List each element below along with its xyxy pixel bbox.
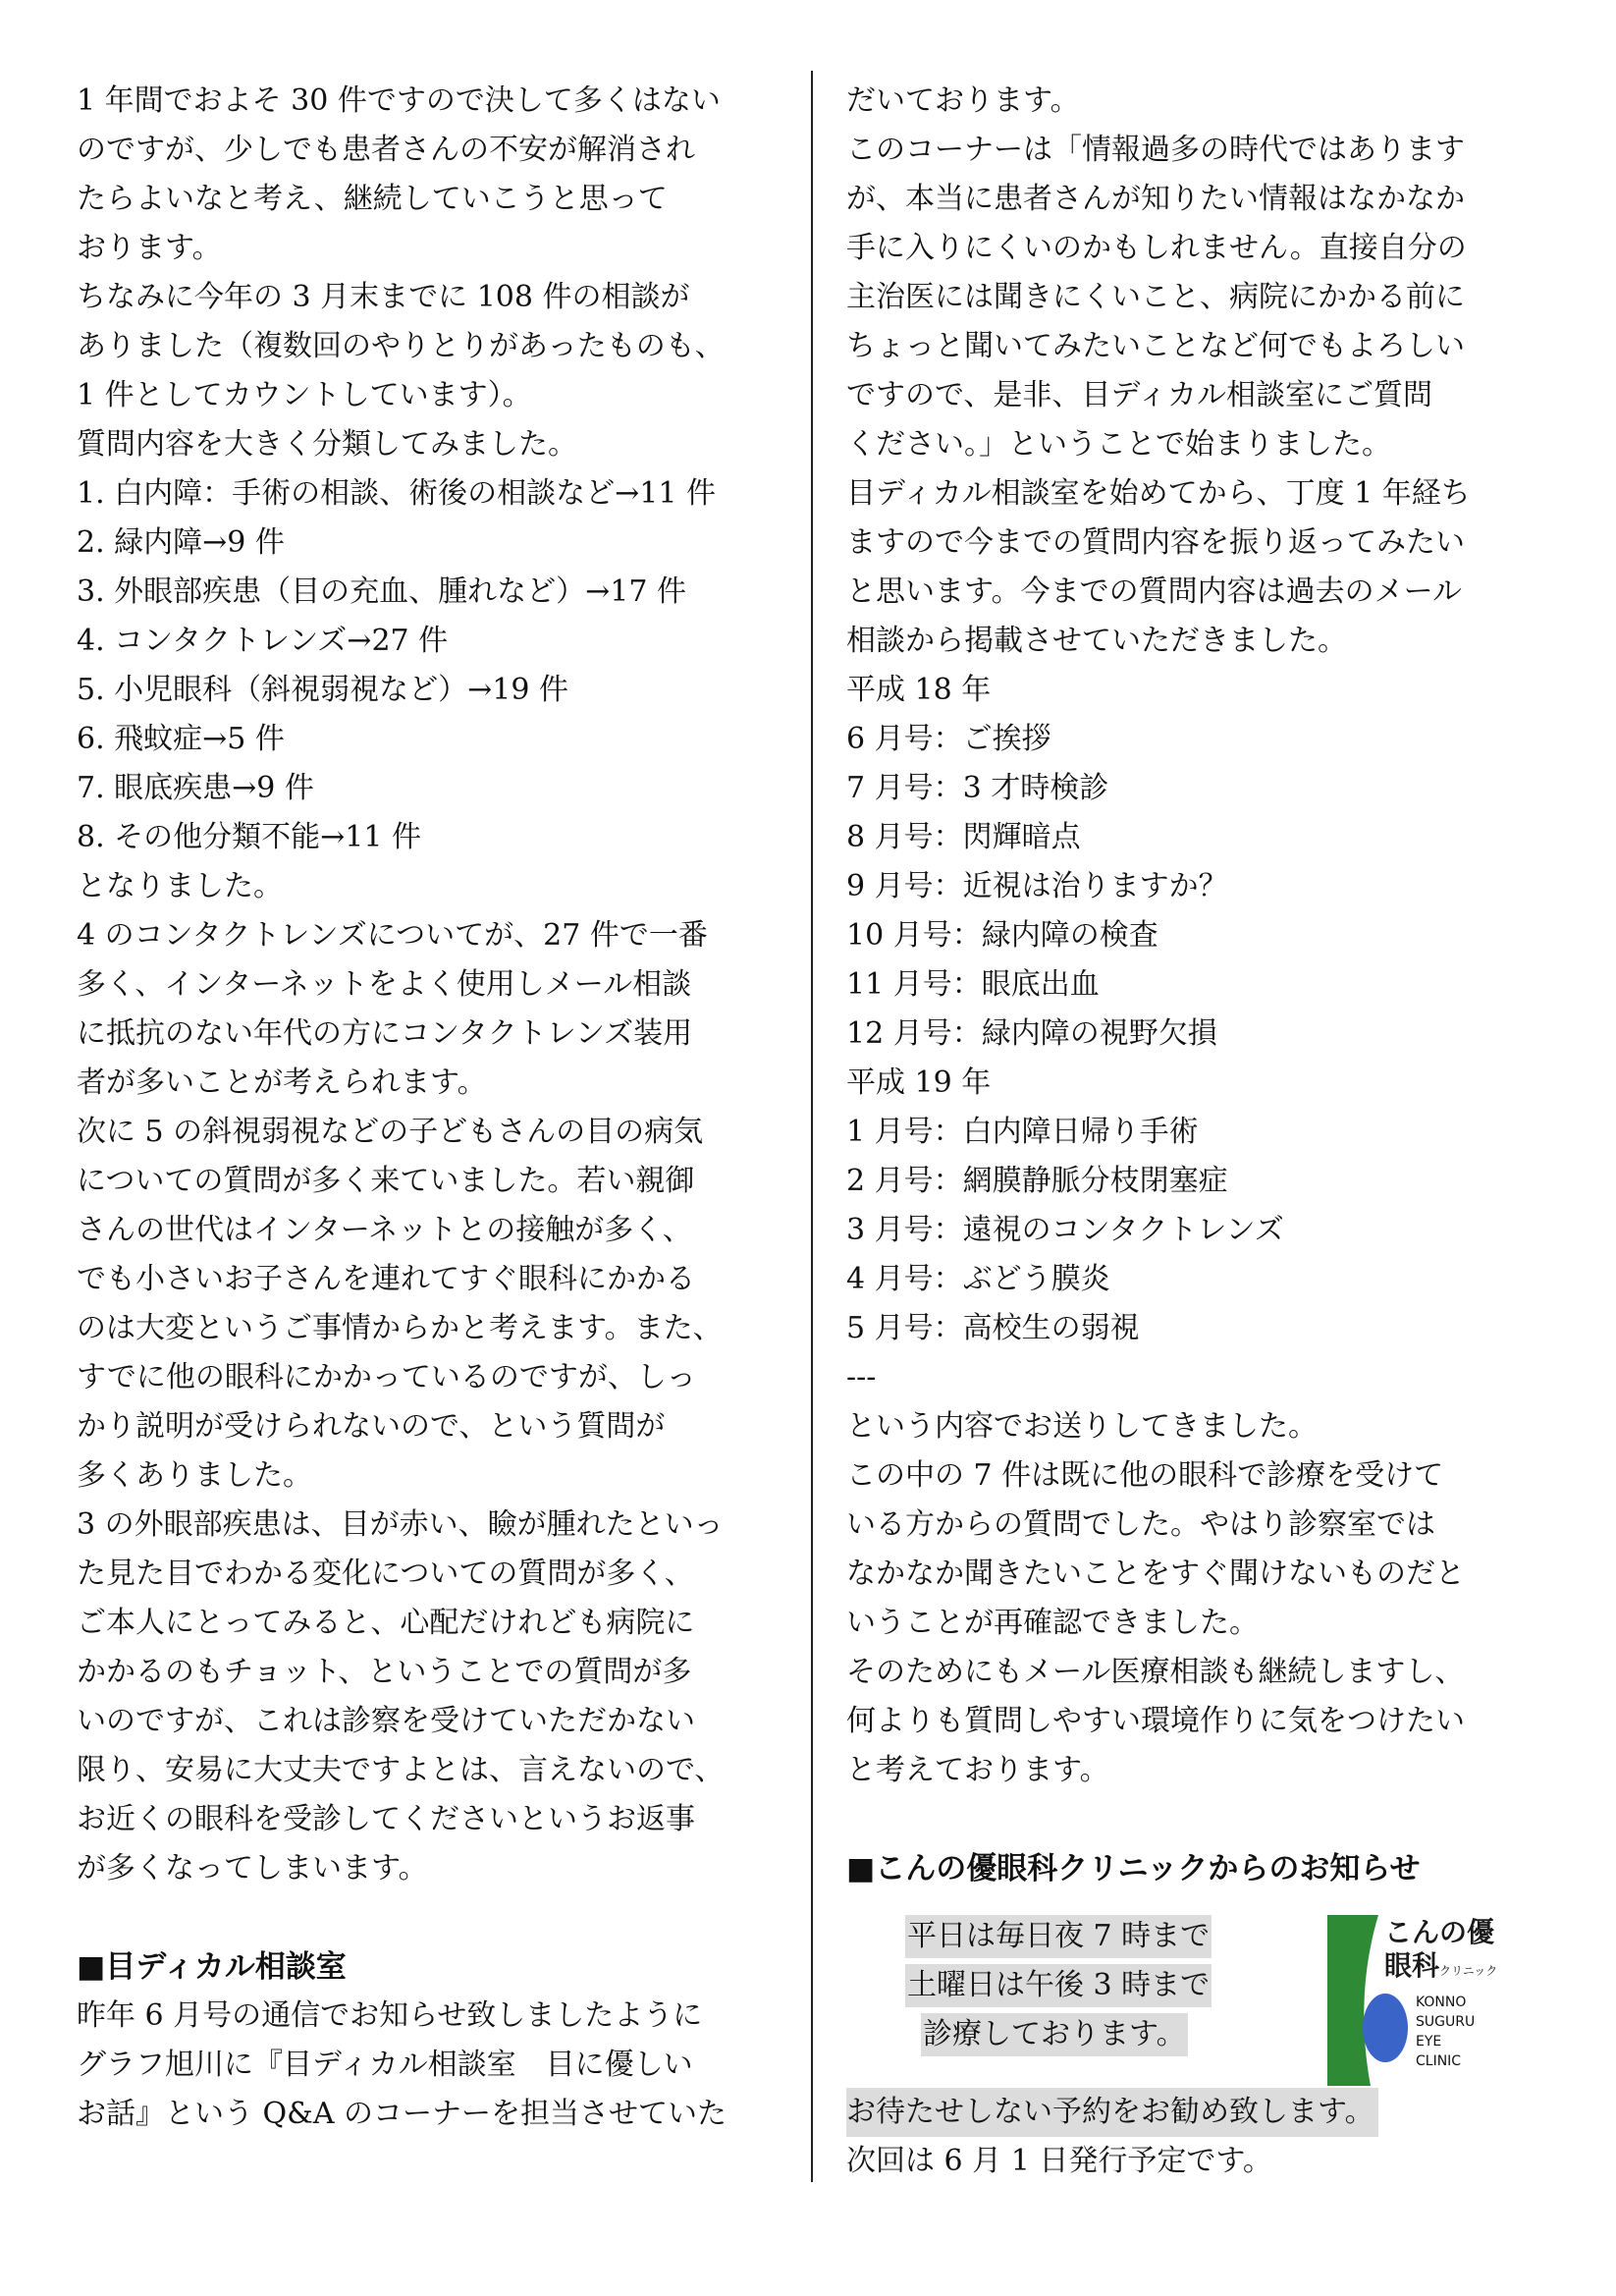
- right-body-text: [846, 77, 1553, 1795]
- list-item: 4. コンタクトレンズ→27 件: [77, 624, 449, 658]
- closing-reservation-text: お待たせしない予約をお勧め致します。: [846, 2088, 1378, 2137]
- text-line: お近くの眼科を受診してくださいというお返事: [77, 1802, 695, 1836]
- logo-en-line: EYE: [1416, 2034, 1442, 2050]
- separator-text: ---: [846, 1360, 877, 1394]
- text-line: が、本当に患者さんが知りたい情報はなかなか: [846, 182, 1465, 216]
- text-line: かかるのもチョット、ということでの質問が多: [77, 1655, 692, 1689]
- text-line: についての質問が多く来ていました。若い親御: [77, 1164, 695, 1198]
- list-item: 1 月号：白内障日帰り手術: [846, 1115, 1199, 1149]
- text-line: が多くなってしまいます。: [77, 1851, 428, 1886]
- text-line: となりました。: [77, 869, 283, 903]
- spacer: [846, 1795, 1553, 1844]
- logo-eye-oval-icon: [1363, 1994, 1408, 2062]
- right-column: [846, 77, 1553, 2186]
- text-line: に抵抗のない年代の方にコンタクトレンズ装用: [77, 1016, 693, 1051]
- text-line: た見た目でわかる変化についての質問が多く、: [77, 1557, 694, 1591]
- list-item: 7 月号：3 才時検診: [846, 771, 1109, 805]
- left-column: [77, 77, 783, 2139]
- logo-clinic-small: クリニック: [1439, 1964, 1498, 1978]
- list-item: 2. 緑内障→9 件: [77, 525, 285, 560]
- text-line: すでに他の眼科にかかっているのですが、しっ: [77, 1360, 696, 1394]
- left-body-text: [77, 77, 783, 1893]
- text-line: 3 の外眼部疾患は、目が赤い、瞼が腫れたといっ: [77, 1507, 724, 1542]
- text-line: 質問内容を大きく分類してみました。: [77, 427, 577, 462]
- list-item: 5 月号：高校生の弱視: [846, 1311, 1140, 1345]
- text-line: そのためにもメール医療相談も継続しますし、: [846, 1655, 1465, 1689]
- text-line: ますので今までの質問内容を振り返ってみたい: [846, 525, 1465, 560]
- text-line: という内容でお送りしてきました。: [846, 1409, 1318, 1444]
- list-item: 7. 眼底疾患→9 件: [77, 771, 314, 805]
- text-line: ください。」ということで始まりました。: [846, 427, 1391, 462]
- list-item: 3. 外眼部疾患（目の充血、腫れなど）→17 件: [77, 574, 687, 609]
- text-line: 次に 5 の斜視弱視などの子どもさんの目の病気: [77, 1115, 704, 1149]
- text-line: 相談から掲載させていただきました。: [846, 624, 1347, 658]
- text-line: 主治医には聞きにくいこと、病院にかかる前に: [846, 280, 1465, 314]
- notice-saturday-hours: 土曜日は午後 3 時まで: [905, 1964, 1212, 2007]
- text-line: と考えております。: [846, 1753, 1109, 1787]
- text-line: ちょっと聞いてみたいことなど何でもよろしい: [846, 329, 1465, 363]
- text-line: 何よりも質問しやすい環境作りに気をつけたい: [846, 1704, 1465, 1738]
- list-item: 5. 小児眼科（斜視弱視など）→19 件: [77, 673, 569, 707]
- text-line: いのですが、これは診察を受けていただかない: [77, 1704, 695, 1738]
- closing-reservation: [846, 2088, 1553, 2137]
- logo-clinic-jp-text: 眼科: [1384, 1949, 1440, 1982]
- text-line: 多くありました。: [77, 1458, 312, 1493]
- list-item: 6. 飛蚊症→5 件: [77, 722, 285, 756]
- text-line: と思います。今までの質問内容は過去のメール: [846, 574, 1462, 609]
- text-line: このコーナーは「情報過多の時代ではあります: [846, 133, 1465, 167]
- section-heading-medical-consultation: ■目ディカル相談室: [77, 1949, 347, 1985]
- text-line: この中の 7 件は既に他の眼科で診療を受けて: [846, 1458, 1444, 1493]
- text-line: お話』という Q&A のコーナーを担当させていた: [77, 2097, 727, 2131]
- closing-next-issue: 次回は 6 月 1 日発行予定です。: [846, 2144, 1272, 2178]
- list-item: 12 月号：緑内障の視野欠損: [846, 1016, 1217, 1051]
- list-item: 3 月号：遠視のコンタクトレンズ: [846, 1213, 1284, 1247]
- list-item: 4 月号：ぶどう膜炎: [846, 1262, 1110, 1296]
- notice-treatment: 診療しております。: [921, 2013, 1188, 2056]
- text-line: 限り、安易に大丈夫ですよとは、言えないので、: [77, 1753, 725, 1787]
- text-line: グラフ旭川に『目ディカル相談室 目に優しい: [77, 2048, 693, 2082]
- list-item: 10 月号：緑内障の検査: [846, 918, 1158, 953]
- logo-en-line: KONNO: [1416, 1995, 1467, 2010]
- list-item: 8. その他分類不能→11 件: [77, 820, 422, 854]
- text-line: 者が多いことが考えられます。: [77, 1066, 487, 1100]
- year-label: 平成 18 年: [846, 673, 992, 707]
- text-line: だいております。: [846, 83, 1080, 118]
- text-line: のですが、少しでも患者さんの不安が解消され: [77, 133, 695, 167]
- list-item: 2 月号：網膜静脈分枝閉塞症: [846, 1164, 1228, 1198]
- notice-heading: ■こんの優眼科クリニックからのお知らせ: [846, 1851, 1421, 1886]
- spacer: [77, 1893, 783, 1942]
- text-line: ご本人にとってみると、心配だけれども病院に: [77, 1606, 695, 1640]
- text-line: 1 年間でおよそ 30 件ですので決して多くはない: [77, 83, 721, 118]
- column-divider: [811, 71, 813, 2182]
- text-line: いる方からの質問でした。やはり診察室では: [846, 1507, 1435, 1542]
- text-line: 昨年 6 月号の通信でお知らせ致しましたように: [77, 1998, 703, 2033]
- list-item: 9 月号：近視は治りますか？: [846, 869, 1228, 903]
- spacer: [846, 1893, 1553, 1915]
- text-line: なかなか聞きたいことをすぐ聞けないものだと: [846, 1557, 1465, 1591]
- text-line: さんの世代はインターネットとの接触が多く、: [77, 1213, 692, 1247]
- text-line: ちなみに今年の 3 月末までに 108 件の相談が: [77, 280, 690, 314]
- list-item: 11 月号：眼底出血: [846, 967, 1100, 1002]
- list-item: 1. 白内障：手術の相談、術後の相談など→11 件: [77, 476, 717, 511]
- logo-en-line: SUGURU: [1416, 2014, 1476, 2030]
- logo-name-jp: こんの優: [1384, 1916, 1495, 1948]
- list-item: 8 月号：閃輝暗点: [846, 820, 1081, 854]
- text-line: いうことが再確認できました。: [846, 1606, 1259, 1640]
- logo-clinic-jp: [1384, 1950, 1497, 1987]
- text-line: かり説明が受けられないので、という質問が: [77, 1409, 666, 1444]
- notice-box: [846, 1915, 1553, 2088]
- text-line: 多く、インターネットをよく使用しメール相談: [77, 967, 692, 1002]
- year-label: 平成 19 年: [846, 1066, 992, 1100]
- logo-en-line: CLINIC: [1416, 2053, 1462, 2069]
- text-line: ありました（複数回のやりとりがあったものも、: [77, 329, 725, 363]
- notice-weekday-hours: 平日は毎日夜 7 時まで: [905, 1915, 1212, 1958]
- list-item: 6 月号：ご挨拶: [846, 722, 1051, 756]
- text-line: 目ディカル相談室を始めてから、丁度 1 年経ち: [846, 476, 1471, 511]
- text-line: 4 のコンタクトレンズについてが、27 件で一番: [77, 918, 708, 953]
- text-line: ですので、是非、目ディカル相談室にご質問: [846, 378, 1432, 412]
- text-line: のは大変というご事情からかと考えます。また、: [77, 1311, 723, 1345]
- text-line: 手に入りにくいのかもしれません。直接自分の: [846, 231, 1467, 265]
- text-line: たらよいなと考え、継続していこうと思って: [77, 182, 668, 216]
- text-line: 1 件としてカウントしています）。: [77, 378, 532, 412]
- text-line: おります。: [77, 231, 222, 265]
- text-line: でも小さいお子さんを連れてすぐ眼科にかかる: [77, 1262, 695, 1296]
- clinic-logo: [1327, 1915, 1500, 2086]
